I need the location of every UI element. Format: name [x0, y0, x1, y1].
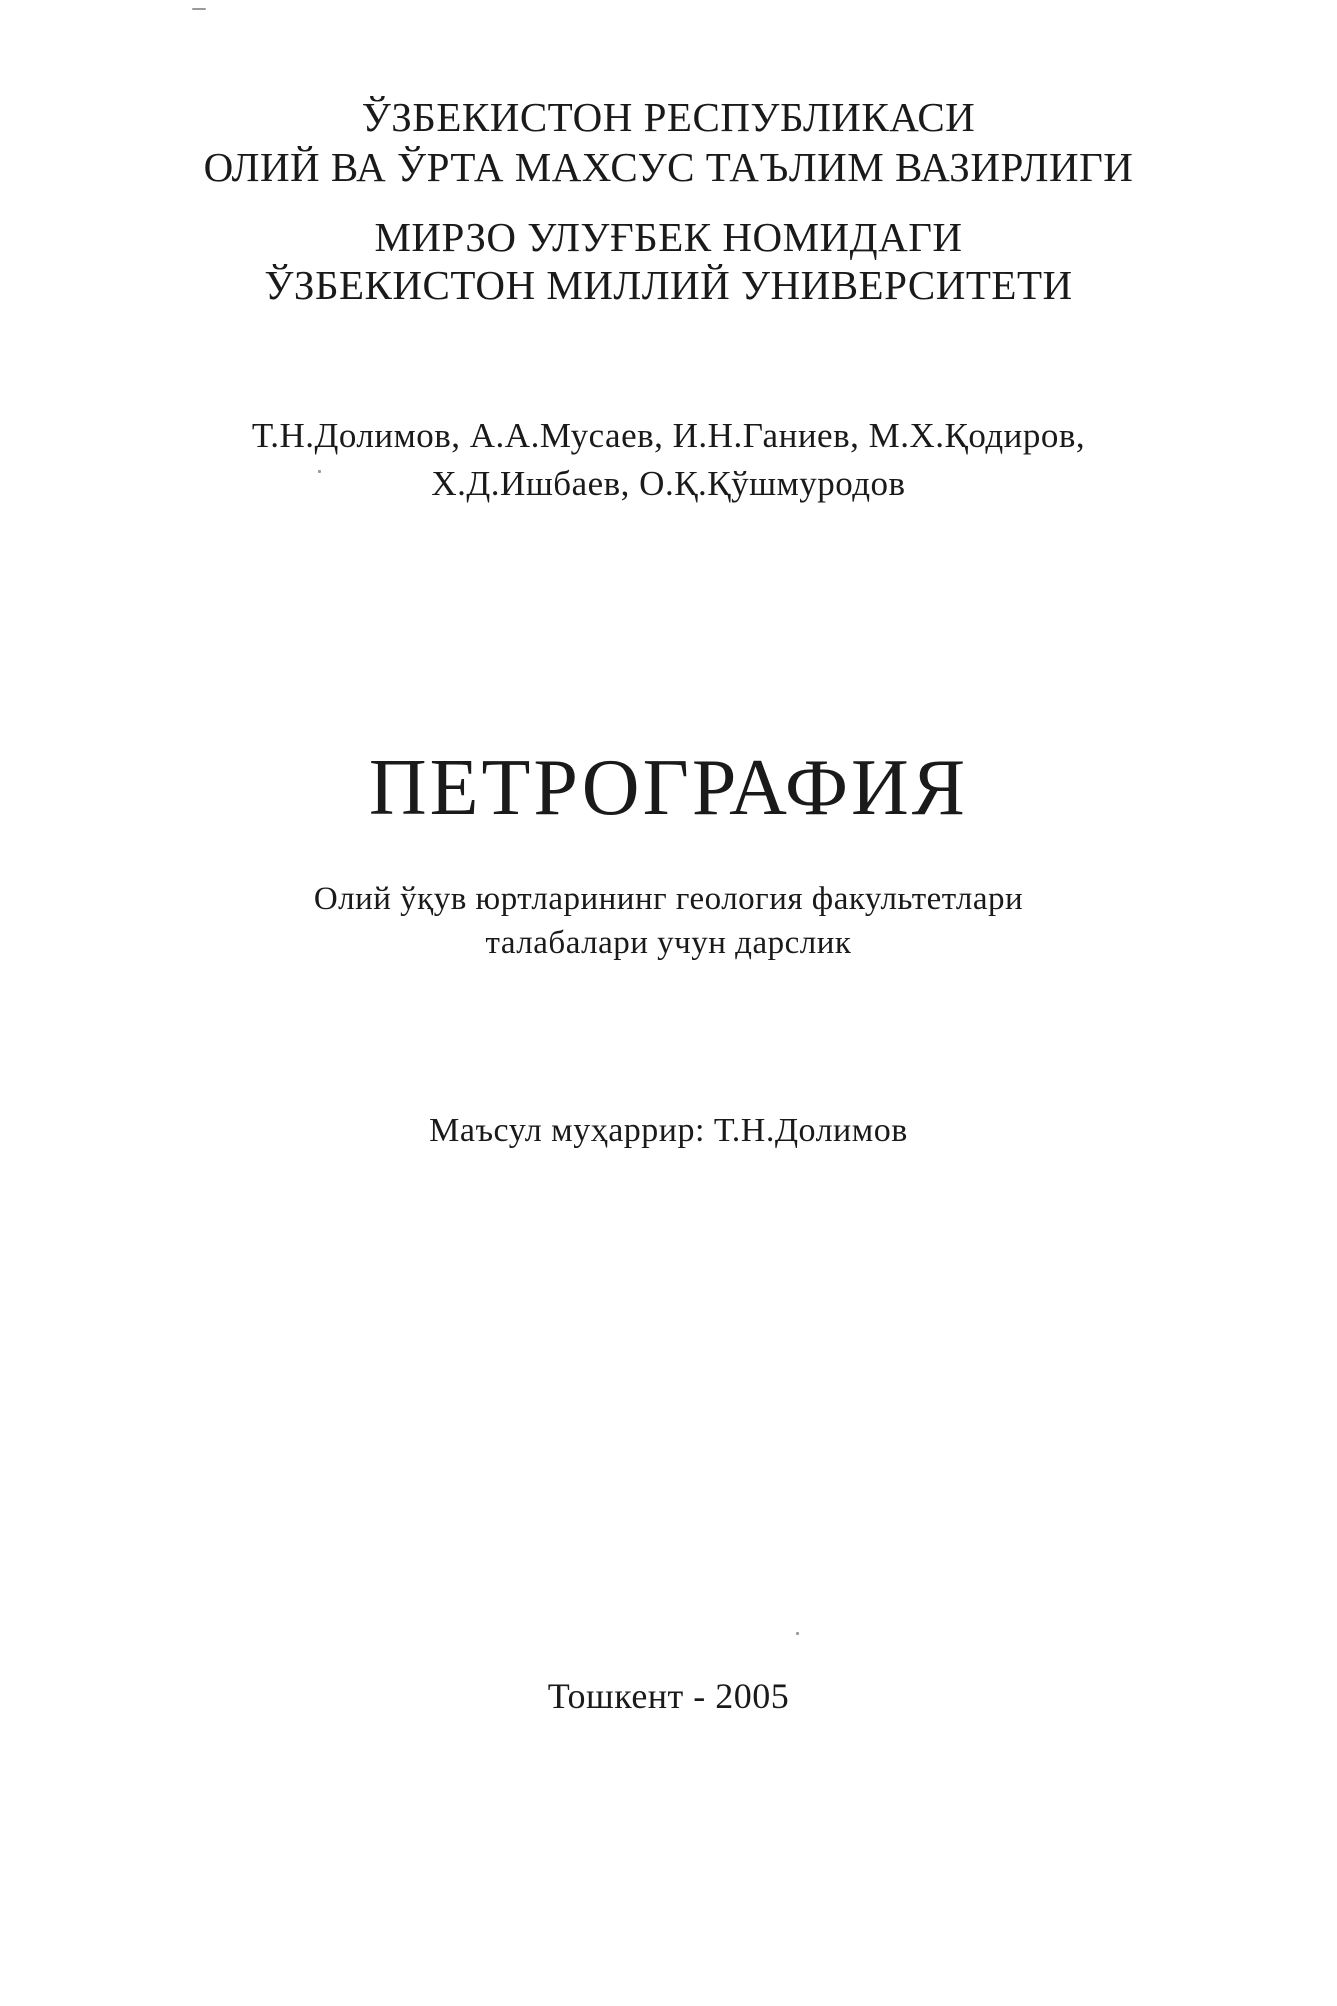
ministry-line-1: ЎЗБЕКИСТОН РЕСПУБЛИКАСИ [361, 94, 976, 140]
university-line-2: ЎЗБЕКИСТОН МИЛЛИЙ УНИВЕРСИТЕТИ [264, 262, 1073, 308]
subtitle-line-1: Олий ўқув юртларининг геология факультетлари [313, 881, 1024, 917]
subtitle-line-2: талабалари учун дарслик [485, 925, 852, 961]
imprint-place-year: Тошкент - 2005 [547, 1676, 790, 1716]
authors-line-1: Т.Н.Долимов, А.А.Мусаев, И.Н.Ганиев, М.Х.Қодиров, [251, 416, 1086, 455]
ministry-line-2: ОЛИЙ ВА ЎРТА МАХСУС ТАЪЛИМ ВАЗИРЛИГИ [203, 144, 1134, 190]
scan-speck [318, 470, 321, 473]
responsible-editor: Маъсул муҳаррир: Т.Н.Долимов [429, 1112, 908, 1149]
scan-speck [796, 1632, 799, 1635]
scan-speck [192, 8, 206, 10]
book-title: ПЕТРОГРАФИЯ [368, 744, 969, 832]
university-line-1: МИРЗО УЛУҒБЕК НОМИДАГИ [374, 214, 963, 260]
authors-line-2: Х.Д.Ишбаев, О.Қ.Қўшмуродов [431, 464, 906, 503]
